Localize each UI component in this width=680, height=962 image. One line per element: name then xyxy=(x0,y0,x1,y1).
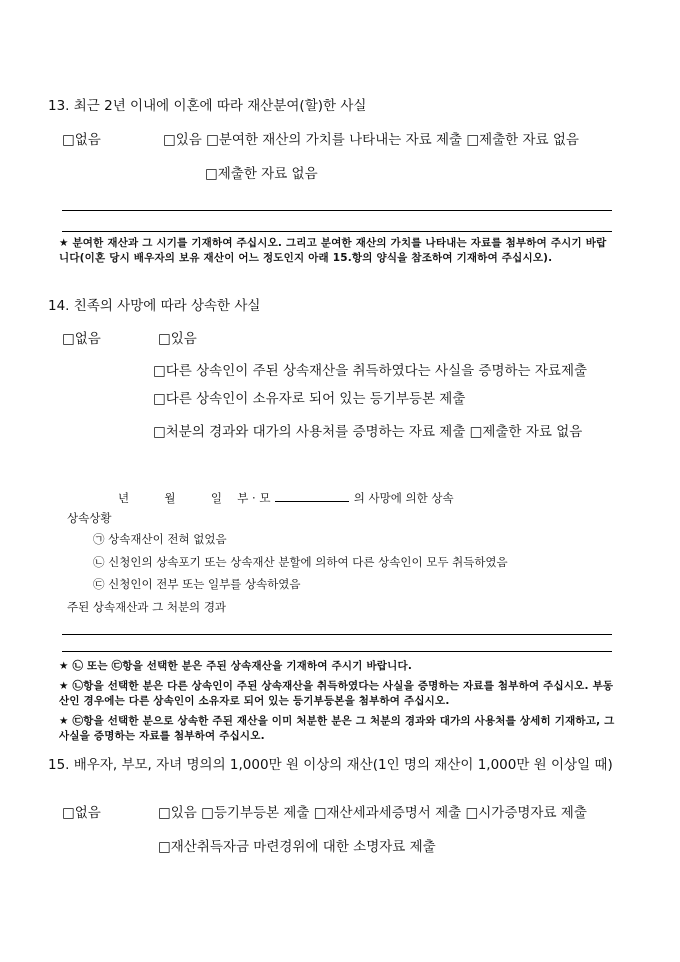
s14-note-3: ★ ㉢항을 선택한 분으로 상속한 주된 재산을 이미 처분한 분은 그 처분의 경과와 대가의 사용처를 상세히 기재하고, 그 사실을 증명하는 자료를 첨부하여 주십시오. xyxy=(59,715,615,742)
s14-note-2: ★ ㉡항을 선택한 분은 다른 상속인이 주된 상속재산을 취득하였다는 사실을 증명하는 자료를 첨부하여 주십시오. 부동산인 경우에는 다른 상속인이 소유자로 되어 있는 등기부등본을 첨부하여 주십시오. xyxy=(59,680,614,707)
s14-option-none[interactable]: □없음 xyxy=(62,331,101,347)
s14-date-line xyxy=(118,489,454,506)
day-label: 일 xyxy=(210,491,222,505)
s14-status-label: 상속상황 xyxy=(67,511,112,525)
s15-option-fund[interactable]: □재산취득자금 마련경위에 대한 소명자료 제출 xyxy=(158,839,436,855)
s14-option-yes[interactable]: □있음 xyxy=(158,331,197,347)
s14-option-a[interactable]: □다른 상속인이 주된 상속재산을 취득하였다는 사실을 증명하는 자료제출 xyxy=(153,363,588,379)
month-label: 월 xyxy=(164,491,176,505)
s14-input-line-2 xyxy=(62,651,612,652)
s13-input-line-1[interactable] xyxy=(62,210,612,211)
parent-label: 부 · 모 xyxy=(237,491,271,505)
s13-input-line-2 xyxy=(62,231,612,232)
s14-option-b[interactable]: □다른 상속인이 소유자로 되어 있는 등기부등본 제출 xyxy=(153,391,466,407)
s14-input-line-1[interactable] xyxy=(62,634,612,635)
s14-main-asset-label: 주된 상속재산과 그 처분의 경과 xyxy=(67,600,227,614)
s13-option-yes-row[interactable]: □있음 □분여한 재산의 가치를 나타내는 자료 제출 □제출한 자료 없음 xyxy=(163,132,579,148)
year-label: 년 xyxy=(118,491,130,505)
death-text: 의 사망에 의한 상속 xyxy=(353,491,454,505)
s13-option-none[interactable]: □없음 xyxy=(62,132,101,148)
s14-status-a[interactable]: ㉠ 상속재산이 전혀 없었음 xyxy=(93,532,227,546)
s14-note-1: ★ ㉡ 또는 ㉢항을 선택한 분은 주된 상속재산을 기재하여 주시기 바랍니다. xyxy=(59,660,413,672)
s14-status-c[interactable]: ㉢ 신청인이 전부 또는 일부를 상속하였음 xyxy=(93,577,301,591)
s14-status-b[interactable]: ㉡ 신청인의 상속포기 또는 상속재산 분할에 의하여 다른 상속인이 모두 취득하였음 xyxy=(93,555,508,569)
s15-option-none[interactable]: □없음 xyxy=(62,805,101,821)
s14-option-c[interactable]: □처분의 경과와 대가의 사용처를 증명하는 자료 제출 □제출한 자료 없음 xyxy=(153,424,583,440)
s13-option-no-submitted[interactable]: □제출한 자료 없음 xyxy=(205,166,318,182)
s15-option-row[interactable]: □있음 □등기부등본 제출 □재산세과세증명서 제출 □시가증명자료 제출 xyxy=(158,805,587,821)
section-15-heading: 15. 배우자, 부모, 자녀 명의의 1,000만 원 이상의 재산(1인 명의 재산이 1,000만 원 이상일 때) xyxy=(48,757,613,773)
s13-note: ★ 분여한 재산과 그 시기를 기재하여 주십시오. 그리고 분여한 재산의 가치를 나타내는 자료를 첨부하여 주시기 바랍니다(이혼 당시 배우자의 보유 재산이 어느 정도인지 아래 15.항의 양식을 참조하여 기재하여 주십시오). xyxy=(59,237,607,264)
section-13-heading: 13. 최근 2년 이내에 이혼에 따라 재산분여(할)한 사실 xyxy=(48,98,367,114)
section-14-heading: 14. 친족의 사망에 따라 상속한 사실 xyxy=(48,298,261,314)
deceased-name-field[interactable] xyxy=(275,489,349,502)
